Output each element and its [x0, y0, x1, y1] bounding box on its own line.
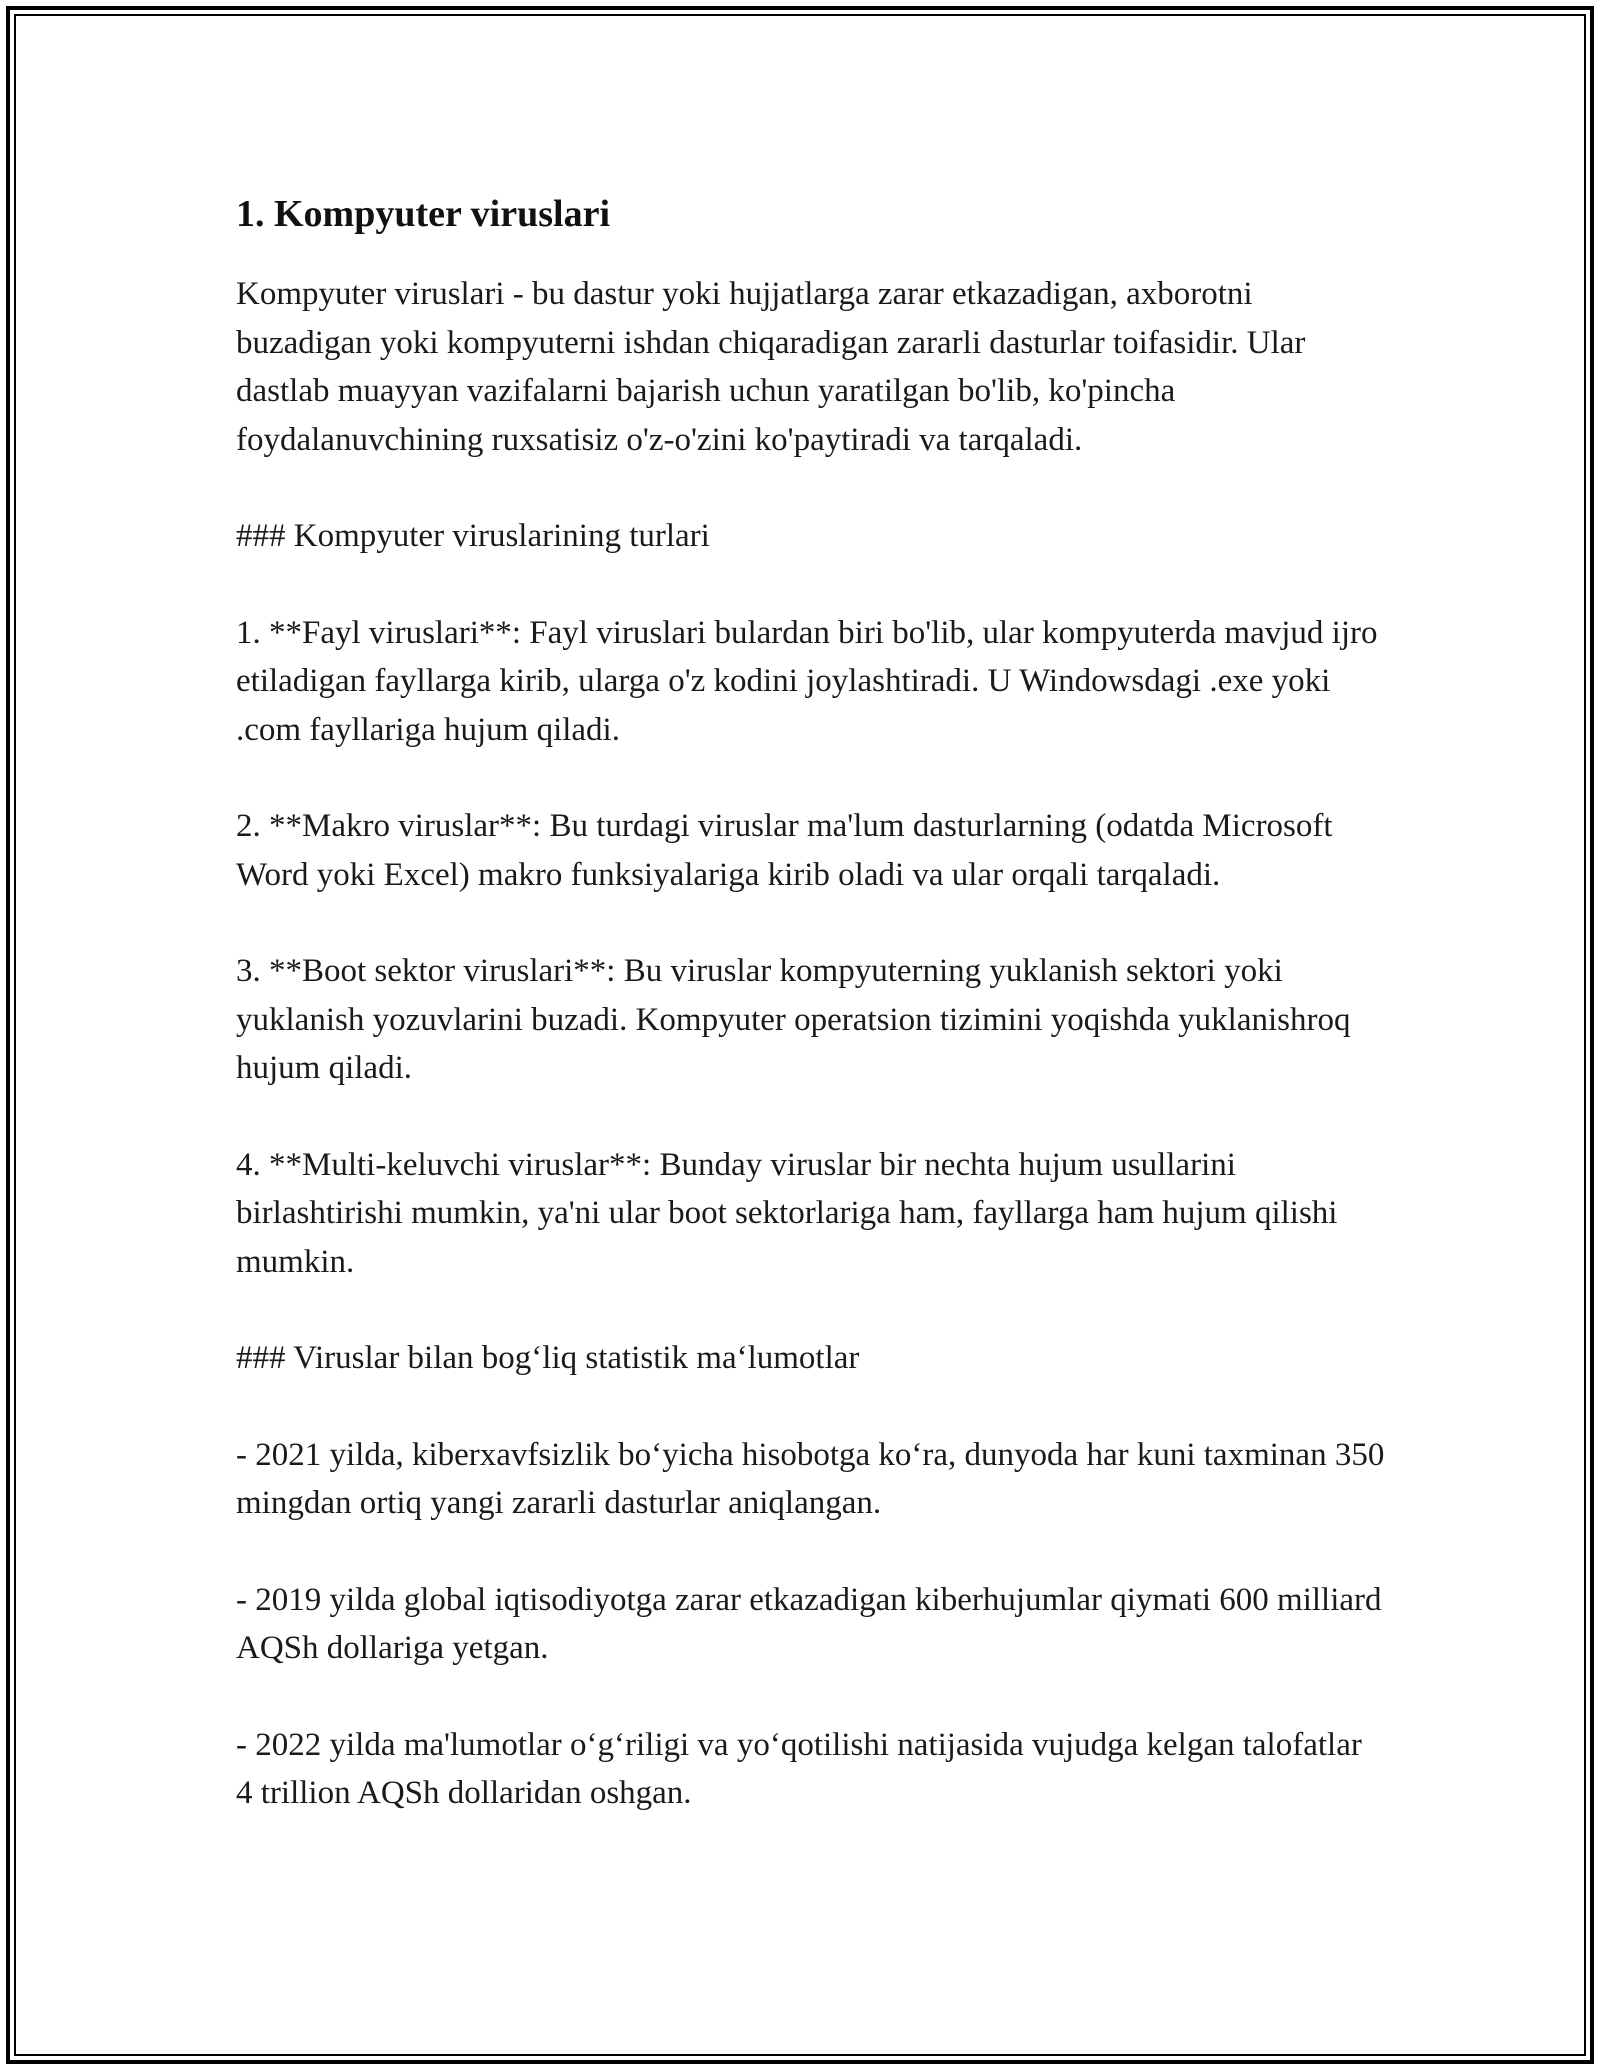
stat-item-2022: - 2022 yilda ma'lumotlar o‘g‘riligi va yo‘qotilishi natijasida vujudga kelgan talofatlar 4 trillion AQSh dollaridan oshgan.	[236, 1726, 1362, 1811]
stat-item-2021: - 2021 yilda, kiberxavfsizlik bo‘yicha hisobotga ko‘ra, dunyoda har kuni taxminan 350 mingdan ortiq yangi zararli dasturlar aniqlangan.	[236, 1436, 1385, 1521]
section-heading-virus-types: ### Kompyuter viruslarining turlari	[236, 518, 710, 554]
document-title: 1. Kompyuter viruslari	[236, 193, 611, 235]
document-body	[236, 188, 1386, 1818]
list-item-boot-sector-viruses: 3. **Boot sektor viruslari**: Bu viruslar kompyuterning yuklanish sektori yoki yuklanish yozuvlarini buzadi. Kompyuter operatsion tizimini yoqishda yuklanishroq hujum qiladi.	[236, 953, 1351, 1086]
list-item-multipartite-viruses: 4. **Multi-keluvchi viruslar**: Bunday viruslar bir nechta hujum usullarini birlashtirishi mumkin, ya'ni ular boot sektorlariga ham, fayllarga ham hujum qilishi mumkin.	[236, 1146, 1338, 1280]
list-item-macro-viruses: 2. **Makro viruslar**: Bu turdagi viruslar ma'lum dasturlarning (odatda Microsoft Word yoki Excel) makro funksiyalariga kirib oladi va ular orqali tarqaladi.	[236, 808, 1333, 893]
intro-paragraph: Kompyuter viruslari - bu dastur yoki hujjatlarga zarar etkazadigan, axborotni buzadigan yoki kompyuterni ishdan chiqaradigan zararli dasturlar toifasidir. Ular dastlab muayyan vazifalarni bajarish uchun yaratilgan bo'lib, ko'pincha foydalanuvchining ruxsatisiz o'z-o'zini ko'paytiradi va tarqaladi.	[236, 276, 1306, 458]
section-heading-statistics: ### Viruslar bilan bog‘liq statistik ma‘lumotlar	[236, 1340, 860, 1376]
stat-item-2019: - 2019 yilda global iqtisodiyotga zarar etkazadigan kiberhujumlar qiymati 600 milliard AQSh dollariga yetgan.	[236, 1581, 1382, 1666]
list-item-file-viruses: 1. **Fayl viruslari**: Fayl viruslari bulardan biri bo'lib, ular kompyuterda mavjud ijro etiladigan fayllarga kirib, ularga o'z kodini joylashtiradi. U Windowsdagi .exe yoki .com fayllariga hujum qiladi.	[236, 614, 1378, 748]
